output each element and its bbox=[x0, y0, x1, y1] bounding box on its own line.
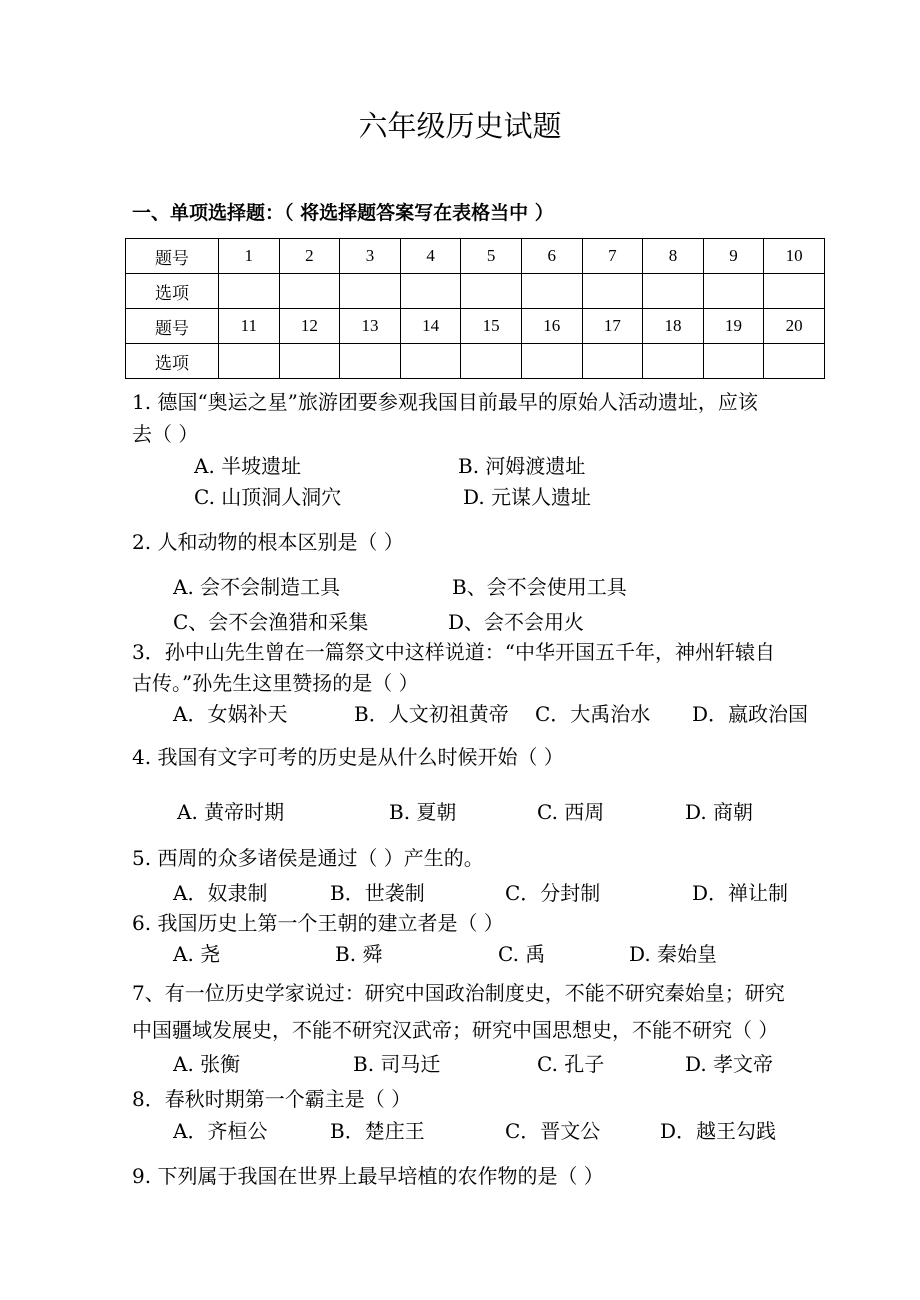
question-6-option-c: C. 禹 bbox=[498, 942, 546, 966]
question-3-option-c: C．大禹治水 bbox=[535, 702, 651, 726]
question-7-stem-cont: 中国疆域发展史，不能不研究汉武帝；研究中国思想史，不能不研究（ ） bbox=[132, 1018, 779, 1042]
question-4-option-b: B. 夏朝 bbox=[389, 800, 457, 824]
question-5-option-a: A．奴隶制 bbox=[173, 881, 268, 905]
question-2-option-c: C、会不会渔猎和采集 bbox=[173, 610, 369, 634]
question-number: 4 bbox=[400, 239, 461, 274]
question-8-option-d: D．越王勾践 bbox=[660, 1119, 777, 1143]
answer-cell[interactable] bbox=[219, 344, 280, 379]
question-1-stem-cont: 去（ ） bbox=[132, 422, 199, 446]
section-heading: 一、单项选择题：（ 将选择题答案写在表格当中 ） bbox=[132, 202, 554, 224]
table-row bbox=[126, 274, 825, 309]
question-number: 7 bbox=[582, 239, 643, 274]
answer-cell[interactable] bbox=[461, 274, 522, 309]
answer-cell[interactable] bbox=[703, 274, 764, 309]
question-1-option-c: C. 山顶洞人洞穴 bbox=[194, 485, 342, 509]
question-6-option-a: A. 尧 bbox=[173, 942, 221, 966]
question-3-option-b: B．人文初祖黄帝 bbox=[354, 702, 509, 726]
question-number: 10 bbox=[764, 239, 825, 274]
question-number: 9 bbox=[703, 239, 764, 274]
row-label: 选项 bbox=[126, 344, 219, 379]
question-6-stem: 6. 我国历史上第一个王朝的建立者是（ ） bbox=[132, 911, 504, 935]
answer-cell[interactable] bbox=[279, 344, 340, 379]
question-2-stem: 2. 人和动物的根本区别是（ ） bbox=[132, 530, 404, 554]
answer-cell[interactable] bbox=[643, 274, 704, 309]
question-number: 2 bbox=[279, 239, 340, 274]
question-number: 20 bbox=[764, 309, 825, 344]
answer-cell[interactable] bbox=[219, 274, 280, 309]
question-1-option-a: A. 半坡遗址 bbox=[194, 454, 302, 478]
row-label: 选项 bbox=[126, 274, 219, 309]
question-number: 16 bbox=[521, 309, 582, 344]
question-number: 12 bbox=[279, 309, 340, 344]
question-number: 1 bbox=[219, 239, 280, 274]
question-number: 18 bbox=[643, 309, 704, 344]
question-number: 6 bbox=[521, 239, 582, 274]
question-6-option-b: B. 舜 bbox=[335, 942, 383, 966]
answer-cell[interactable] bbox=[340, 344, 401, 379]
table-row bbox=[126, 239, 825, 274]
question-number: 14 bbox=[400, 309, 461, 344]
answer-cell[interactable] bbox=[764, 274, 825, 309]
question-1-option-b: B. 河姆渡遗址 bbox=[458, 454, 586, 478]
answer-cell[interactable] bbox=[400, 274, 461, 309]
answer-cell[interactable] bbox=[400, 344, 461, 379]
question-3-option-d: D．嬴政治国 bbox=[692, 702, 809, 726]
question-2-option-a: A. 会不会制造工具 bbox=[173, 575, 341, 599]
question-9-stem: 9. 下列属于我国在世界上最早培植的农作物的是（ ） bbox=[132, 1164, 604, 1188]
table-row bbox=[126, 344, 825, 379]
question-2-option-d: D、会不会用火 bbox=[448, 610, 585, 634]
answer-cell[interactable] bbox=[279, 274, 340, 309]
question-number: 3 bbox=[340, 239, 401, 274]
question-4-option-d: D. 商朝 bbox=[685, 800, 754, 824]
answer-cell[interactable] bbox=[340, 274, 401, 309]
question-number: 15 bbox=[461, 309, 522, 344]
answer-cell[interactable] bbox=[521, 344, 582, 379]
answer-cell[interactable] bbox=[643, 344, 704, 379]
question-number: 5 bbox=[461, 239, 522, 274]
question-4-stem: 4. 我国有文字可考的历史是从什么时候开始（ ） bbox=[132, 745, 564, 769]
answer-cell[interactable] bbox=[582, 274, 643, 309]
question-number: 19 bbox=[703, 309, 764, 344]
question-number: 8 bbox=[643, 239, 704, 274]
question-8-option-b: B．楚庄王 bbox=[330, 1119, 425, 1143]
question-7-stem: 7、有一位历史学家说过：研究中国政治制度史，不能不研究秦始皇；研究 bbox=[132, 981, 785, 1005]
question-8-stem: 8．春秋时期第一个霸主是（ ） bbox=[132, 1087, 412, 1111]
question-7-option-b: B. 司马迁 bbox=[353, 1052, 441, 1076]
question-3-stem: 3．孙中山先生曾在一篇祭文中这样说道：“中华开国五千年，神州轩辕自 bbox=[132, 640, 775, 664]
question-number: 17 bbox=[582, 309, 643, 344]
question-number: 13 bbox=[340, 309, 401, 344]
answer-cell[interactable] bbox=[764, 344, 825, 379]
question-7-option-c: C. 孔子 bbox=[537, 1052, 605, 1076]
question-8-option-c: C．晋文公 bbox=[505, 1119, 601, 1143]
question-6-option-d: D. 秦始皇 bbox=[629, 942, 718, 966]
answer-cell[interactable] bbox=[461, 344, 522, 379]
answer-table bbox=[125, 238, 825, 379]
question-2-option-b: B、会不会使用工具 bbox=[452, 575, 627, 599]
answer-cell[interactable] bbox=[582, 344, 643, 379]
question-number: 11 bbox=[219, 309, 280, 344]
question-1-stem: 1. 德国“奥运之星”旅游团要参观我国目前最早的原始人活动遗址，应该 bbox=[132, 390, 758, 414]
question-4-option-c: C. 西周 bbox=[537, 800, 605, 824]
row-label: 题号 bbox=[126, 309, 219, 344]
answer-cell[interactable] bbox=[703, 344, 764, 379]
question-5-option-b: B．世袭制 bbox=[330, 881, 425, 905]
question-5-stem: 5. 西周的众多诸侯是通过（ ）产生的。 bbox=[132, 846, 484, 870]
question-8-option-a: A．齐桓公 bbox=[173, 1119, 268, 1143]
question-3-stem-cont: 古传。”孙先生这里赞扬的是（ ） bbox=[132, 671, 419, 695]
answer-cell[interactable] bbox=[521, 274, 582, 309]
question-4-option-a: A. 黄帝时期 bbox=[177, 800, 285, 824]
question-5-option-c: C．分封制 bbox=[505, 881, 601, 905]
table-row bbox=[126, 309, 825, 344]
question-7-option-a: A. 张衡 bbox=[173, 1052, 241, 1076]
question-3-option-a: A．女娲补天 bbox=[173, 702, 288, 726]
row-label: 题号 bbox=[126, 239, 219, 274]
page-title: 六年级历史试题 bbox=[358, 109, 562, 143]
question-7-option-d: D. 孝文帝 bbox=[685, 1052, 774, 1076]
question-5-option-d: D．禅让制 bbox=[692, 881, 789, 905]
question-1-option-d: D. 元谋人遗址 bbox=[463, 485, 592, 509]
